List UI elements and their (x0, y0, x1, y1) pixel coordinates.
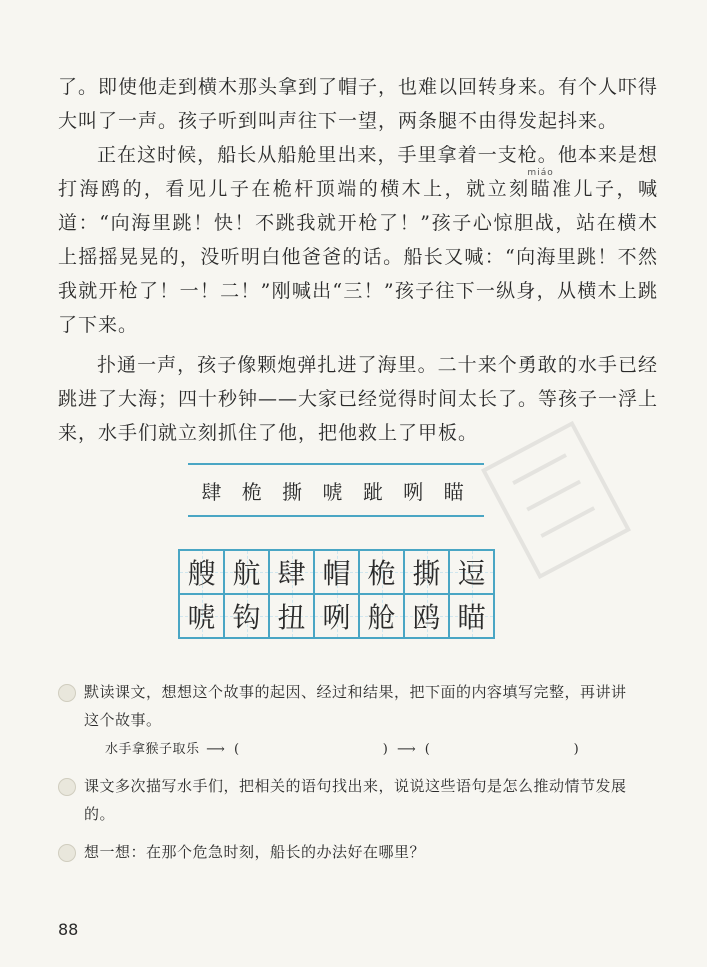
grid-character: 艘 (187, 557, 216, 590)
story-flow-fill-in (105, 738, 581, 757)
fill-in-blank-2-close: ) (573, 742, 580, 757)
flow-start-label: 水手拿猴子取乐 (105, 742, 200, 757)
question-2-text: 课文多次描写水手们，把相关的语句找出来，说说这些语句是怎么推动情节发展的。 (84, 777, 627, 823)
writing-character-grid (178, 549, 495, 639)
grid-character: 鸥 (412, 601, 441, 634)
grid-character: 咧 (322, 601, 351, 634)
grid-cell (179, 594, 224, 638)
grid-cell (224, 594, 269, 638)
grid-character: 撕 (412, 557, 441, 590)
vocabulary-box (188, 463, 484, 517)
story-paragraph-3: 扑通一声，孩子像颗炮弹扎进了海里。二十来个勇敢的水手已经跳进了大海；四十秒钟——大家已经觉得时间太长了。等孩子一浮上来，水手们就立刻抓住了他，把他救上了甲板。 (58, 354, 659, 444)
grid-cell (449, 594, 494, 638)
question-2 (58, 772, 628, 828)
grid-cell (269, 550, 314, 594)
question-3-text: 想一想：在那个危急时刻，船长的办法好在哪里？ (84, 843, 426, 861)
grid-character: 逗 (457, 557, 486, 590)
grid-character: 帽 (322, 557, 351, 590)
grid-character: 唬 (187, 601, 216, 634)
story-paragraph-2-part-b: 准儿子，喊道：“向海里跳！快！不跳我就开枪了！”孩子心惊胆战，站在横木上摇摇晃晃的，没听明白他爸爸的话。船长又喊：“向海里跳！不然我就开枪了！一！二！”刚喊出“三！”孩子往下一纵身，从横木上跳了下来。 (58, 178, 658, 336)
question-bullet-icon (58, 844, 76, 862)
grid-cell (404, 594, 449, 638)
question-3 (58, 838, 628, 866)
story-paragraph-1: 了。即使他走到横木那头拿到了帽子，也难以回转身来。有个人吓得大叫了一声。孩子听到叫声往下一望，两条腿不由得发起抖来。 (58, 76, 659, 132)
grid-character: 肆 (277, 557, 306, 590)
grid-character: 舱 (367, 601, 396, 634)
grid-cell (404, 550, 449, 594)
fill-in-blank-2-open: ( (424, 742, 431, 757)
arrow-right-icon: ⟶ (397, 742, 417, 757)
pinyin-ruby (527, 168, 554, 200)
ruby-character: 瞄 (527, 178, 554, 200)
grid-cell (314, 594, 359, 638)
vocabulary-characters: 肆 桅 撕 唬 跐 咧 瞄 (201, 479, 471, 504)
grid-cell (449, 550, 494, 594)
grid-character: 瞄 (457, 601, 486, 634)
story-text (58, 70, 658, 450)
story-paragraph-2-part-a: 正在这时候，船长从船舱里出来，手里拿着一支枪。他本来是想打海鸥的，看见儿子在桅杆顶端的横木上，就立刻 (58, 144, 658, 200)
grid-cell (269, 594, 314, 638)
question-1 (58, 678, 628, 734)
grid-cell (359, 550, 404, 594)
fill-in-blank-1-open: ( (233, 742, 240, 757)
question-1-text: 默读课文，想想这个故事的起因、经过和结果，把下面的内容填写完整，再讲讲这个故事。 (84, 683, 627, 729)
grid-cell (314, 550, 359, 594)
ruby-pinyin: miáo (527, 168, 554, 178)
fill-in-blank-1-close: ) (382, 742, 389, 757)
page-number: 88 (58, 920, 79, 939)
grid-cell (224, 550, 269, 594)
grid-cell (179, 550, 224, 594)
grid-character: 桅 (367, 557, 396, 590)
grid-character: 钩 (232, 601, 261, 634)
grid-character: 扭 (277, 601, 306, 634)
arrow-right-icon: ⟶ (206, 742, 226, 757)
question-bullet-icon (58, 684, 76, 702)
question-bullet-icon (58, 778, 76, 796)
grid-character: 航 (232, 557, 261, 590)
grid-cell (359, 594, 404, 638)
story-paragraph-2 (58, 138, 658, 342)
